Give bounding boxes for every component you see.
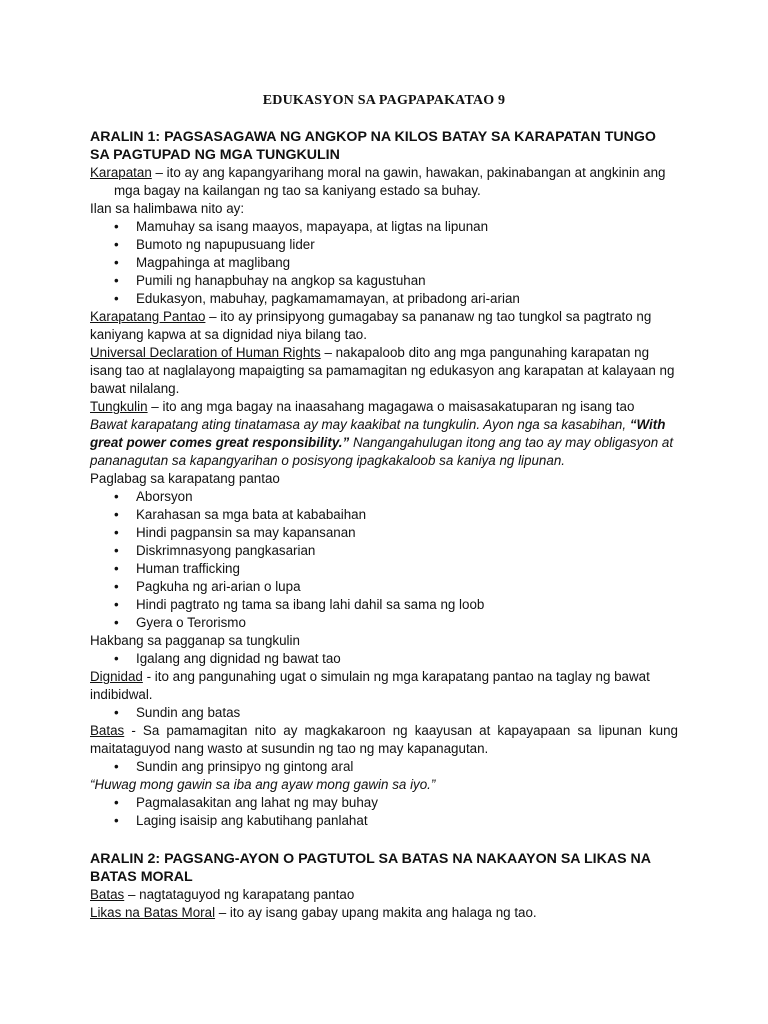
karapatan-term: Karapatan [90,165,152,180]
tungkulin-term: Tungkulin [90,399,148,414]
likas-na-batas-moral-definition [90,904,678,922]
hakbang-list-1 [90,650,678,668]
list-item: • Mamuhay sa isang maayos, mapayapa, at ligtas na lipunan [90,218,678,236]
quote-emphasis: “With great power comes great responsibility.” [90,417,666,450]
examples-intro: Ilan sa halimbawa nito ay: [90,201,245,216]
quote-explanation: Nangangahulugan itong ang tao ay may obligasyon at pananagutan sa kapangyarihan o posisyong ipagkakaloob sa kaniya ng lipunan. [90,435,674,468]
list-item: • Pagmalasakitan ang lahat ng may buhay [90,794,678,812]
list-item: • Human trafficking [90,560,678,578]
hakbang-list-2 [90,704,678,722]
list-item: • Pagkuha ng ari-arian o lupa [90,578,678,596]
aralin-2-heading: ARALIN 2: PAGSANG-AYON O PAGTUTOL SA BATAS NA NAKAAYON SA LIKAS NA BATAS MORAL [90,851,651,885]
likas-na-batas-moral-text: – ito ay isang gabay upang makita ang halaga ng tao. [215,905,537,920]
list-item: • Hindi pagtrato ng tama sa ibang lahi dahil sa sama ng loob [90,596,678,614]
karapatan-text: – ito ay ang kapangyarihang moral na gawin, hawakan, pakinabangan at angkinin ang mga bagay na kailangan ng tao sa kaniyang estado sa buhay. [114,165,666,198]
list-item: • Pumili ng hanapbuhay na angkop sa kagustuhan [90,272,678,290]
list-item: • Gyera o Terorismo [90,614,678,632]
list-item: • Karahasan sa mga bata at kababaihan [90,506,678,524]
udhr-term: Universal Declaration of Human Rights [90,345,321,360]
list-item: • Aborsyon [90,488,678,506]
dignidad-term: Dignidad [90,669,143,684]
aralin-1-section [90,128,678,830]
list-item: • Laging isaisip ang kabutihang panlahat [90,812,678,830]
document-title: EDUKASYON SA PAGPAPAKATAO 9 [262,93,506,108]
udhr-text: – nakapaloob dito ang mga pangunahing karapatan ng isang tao at naglalayong mapaigting sa pamamagitan ng edukasyon ang karapatan at kalayaan ng bawat nilalang. [90,345,675,396]
karapatan-definition [90,164,678,200]
batas-short-text: – nagtataguyod ng karapatang pantao [124,887,355,902]
dignidad-definition [90,668,678,704]
hakbang-intro: Hakbang sa pagganap sa tungkulin [90,633,300,648]
list-item: • Igalang ang dignidad ng bawat tao [90,650,678,668]
udhr-definition [90,344,678,398]
final-list [90,794,678,830]
batas-short-definition [90,886,678,904]
paglabag-intro: Paglabag sa karapatang pantao [90,471,280,486]
karapatang-pantao-definition [90,308,678,344]
document-page [90,92,678,922]
list-item: • Magpahinga at maglibang [90,254,678,272]
list-item: • Edukasyon, mabuhay, pagkamamamayan, at pribadong ari-arian [90,290,678,308]
examples-list [90,218,678,308]
tungkulin-text: – ito ang mga bagay na inaasahang magagawa o maisasakatuparan ng isang tao [147,399,635,414]
list-item: • Bumoto ng napupusuang lider [90,236,678,254]
batas-definition [90,722,678,758]
list-item: • Diskrimnasyong pangkasarian [90,542,678,560]
karapatang-pantao-term: Karapatang Pantao [90,309,206,324]
list-item: • Sundin ang prinsipyo ng gintong aral [90,758,678,776]
batas-text: - Sa pamamagitan nito ay magkakaroon ng kaayusan at kapayapaan sa lipunan kung maitataguyod nang wasto at susundin ng tao ng may kapanagutan. [90,723,678,756]
tungkulin-definition [90,398,678,416]
list-item: • Sundin ang batas [90,704,678,722]
paglabag-list [90,488,678,632]
batas-term: Batas [90,887,125,902]
karapatang-pantao-text: – ito ay prinsipyong gumagabay sa pananaw ng tao tungkol sa pagtrato ng kaniyang kapwa at sa dignidad niya bilang tao. [90,309,652,342]
batas-term: Batas [90,723,125,738]
responsibility-quote-paragraph [90,416,678,470]
quote-lead: Bawat karapatang ating tinatamasa ay may kaakibat na tungkulin. Ayon nga sa kasabihan, [90,417,630,432]
gintong-aral-quote: “Huwag mong gawin sa iba ang ayaw mong gawin sa iyo.” [90,777,436,792]
aralin-1-heading: ARALIN 1: PAGSASAGAWA NG ANGKOP NA KILOS BATAY SA KARAPATAN TUNGO SA PAGTUPAD NG MGA TUNGKULIN [90,129,656,163]
hakbang-list-3 [90,758,678,776]
dignidad-text: - ito ang pangunahing ugat o simulain ng mga karapatang pantao na taglay ng bawat indibidwal. [90,669,650,702]
list-item: • Hindi pagpansin sa may kapansanan [90,524,678,542]
likas-na-batas-moral-term: Likas na Batas Moral [90,905,216,920]
aralin-2-section [90,850,678,922]
